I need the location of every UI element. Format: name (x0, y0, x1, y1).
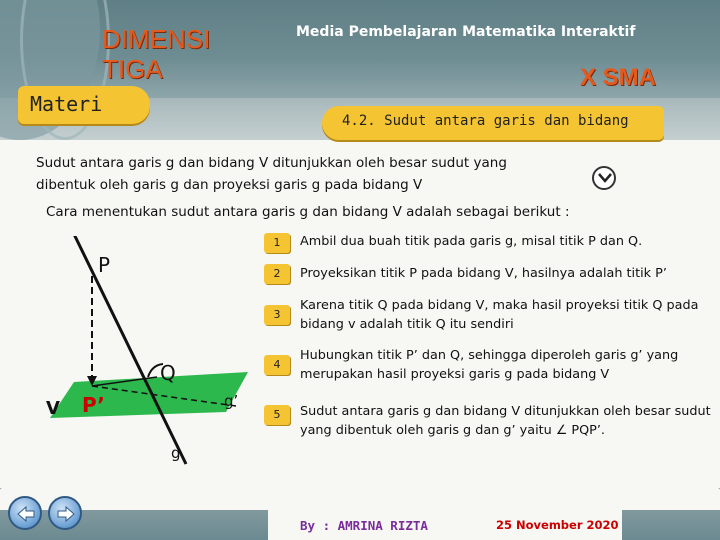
label-q: Q (160, 361, 176, 385)
line-plane-diagram (36, 236, 266, 466)
plane-v (50, 372, 248, 418)
step-number-4: 4 (264, 355, 290, 375)
step-number-1: 1 (264, 233, 290, 253)
intro-line-2: dibentuk oleh garis g dan proyeksi garis g pada bidang V (36, 177, 423, 193)
arrow-right-icon (56, 504, 76, 524)
label-g-prime: g’ (224, 392, 239, 410)
arrow-left-icon (16, 504, 36, 524)
logo-line-2: TIGA (102, 54, 163, 84)
intro-line-1: Sudut antara garis g dan bidang V ditunjukkan oleh besar sudut yang (36, 155, 507, 171)
line-g (72, 236, 186, 464)
label-g: g (171, 444, 181, 462)
app-title: Media Pembelajaran Matematika Interaktif (296, 24, 636, 40)
step-number-5: 5 (264, 405, 290, 425)
step-text-1: Ambil dua buah titik pada garis g, misal titik P dan Q. (300, 234, 643, 249)
author-credit: By : AMRINA RIZTA (300, 518, 428, 533)
logo-title (102, 24, 210, 84)
label-p-prime: P’ (82, 393, 105, 417)
step-text-3: Karena titik Q pada bidang V, maka hasil proyeksi titik Q pada bidang v adalah titik Q itu sendiri (300, 298, 699, 332)
label-p: P (98, 253, 111, 277)
label-v: V (46, 398, 60, 419)
step-text-2: Proyeksikan titik P pada bidang V, hasilnya adalah titik P’ (300, 266, 667, 281)
section-title: 4.2. Sudut antara garis dan bidang (342, 113, 629, 129)
expand-button[interactable] (592, 166, 616, 190)
method-title: Cara menentukan sudut antara garis g dan bidang V adalah sebagai berikut : (46, 204, 570, 220)
grade-label: X SMA (580, 64, 657, 91)
step-number-3: 3 (264, 305, 290, 325)
chevron-down-icon (597, 172, 613, 184)
step-number-2: 2 (264, 264, 290, 284)
intro-text (36, 152, 576, 196)
next-button[interactable] (48, 496, 82, 530)
step-text-5: Sudut antara garis g dan bidang V ditunjukkan oleh besar sudut yang dibentuk oleh garis g dan g’ yaitu ∠ PQP’. (300, 404, 711, 438)
logo-line-1: DIMENSI (102, 24, 211, 54)
date-label: 25 November 2020 (496, 518, 619, 532)
prev-button[interactable] (8, 496, 42, 530)
footer-curve (0, 470, 720, 510)
step-text-4: Hubungkan titik P’ dan Q, sehingga diperoleh garis g’ yang merupakan hasil proyeksi garis g pada bidang V (300, 348, 679, 382)
tab-materi-label: Materi (30, 92, 103, 116)
